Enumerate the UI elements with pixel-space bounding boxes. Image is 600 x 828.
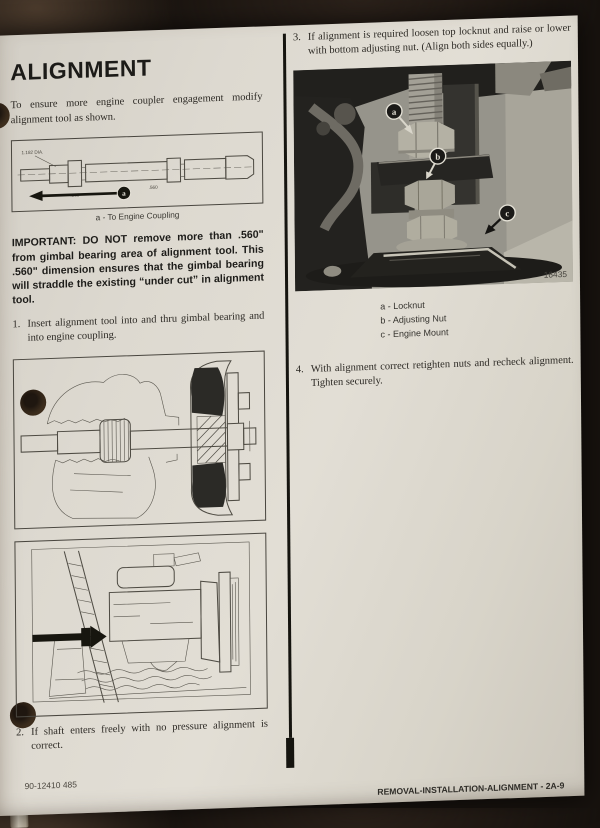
photo-callout-a: a [392,107,397,117]
step-3 [293,22,571,61]
alignment-tool-drawing [14,135,258,210]
gimbal-bearing-drawing [16,354,261,527]
photo-callout-b: b [435,151,440,161]
column-divider-rule [283,34,292,738]
step-2-number: 2. [16,726,31,756]
engine-side-view-drawing [17,536,262,715]
legend-item-adjusting-nut: b - Adjusting Nut [380,308,573,329]
photo-callout-c: c [505,208,509,218]
engine-mount-photo-image [293,61,573,292]
tool-diameter-label: 1.182 DIA. [22,150,44,156]
tool-figure-caption: a - To Engine Coupling [12,207,264,226]
important-note: IMPORTANT: DO NOT remove more than .560" from gimbal bearing area of alignment tool. This .560" dimension ensures that the gimbal bearing will straddle the existing “under cut” in alignment tool. [12,228,264,308]
photo-legend [380,294,573,343]
engine-mount-photo [293,61,573,292]
intro-paragraph: To ensure more engine coupler engagement modify alignment tool as shown. [11,90,263,128]
left-column [10,50,268,755]
step-2-text: If shaft enters freely with no pressure alignment is correct. [31,718,268,755]
page-footer-section-title: REMOVAL-INSTALLATION-ALIGNMENT - 2A-9 [235,780,565,802]
step-2 [16,718,268,756]
step-4-text: With alignment correct retighten nuts and recheck alignment. Tighten securely. [311,354,574,392]
right-column [293,22,574,393]
figure-alignment-tool [11,132,263,213]
binder-hole-top [0,102,10,129]
legend-item-locknut: a - Locknut [380,294,573,315]
step-4 [296,354,574,393]
legend-item-engine-mount: c - Engine Mount [380,322,573,343]
step-3-number: 3. [293,31,308,61]
step-1-text: Insert alignment tool into and thru gimbal bearing and into engine coupling. [27,309,264,346]
step-4-number: 4. [296,363,311,393]
tool-callout-a: a [122,190,126,198]
step-1 [12,309,264,347]
photo-id-number: 16435 [544,269,568,280]
figure-engine-side-view [14,532,267,717]
to-engine-arrow [29,191,42,202]
step-1-number: 1. [12,318,27,348]
figure-gimbal-bearing-section [13,350,266,529]
document-number: 90-12410 485 [24,779,77,791]
page-title: ALIGNMENT [10,50,262,86]
step-3-text: If alignment is required loosen top locknut and raise or lower with bottom adjusting nut. (Align both sides equally.) [308,22,571,60]
tool-undercut-label-b: .560 [149,185,158,190]
column-divider-foot [286,738,294,768]
manual-page [0,15,584,816]
